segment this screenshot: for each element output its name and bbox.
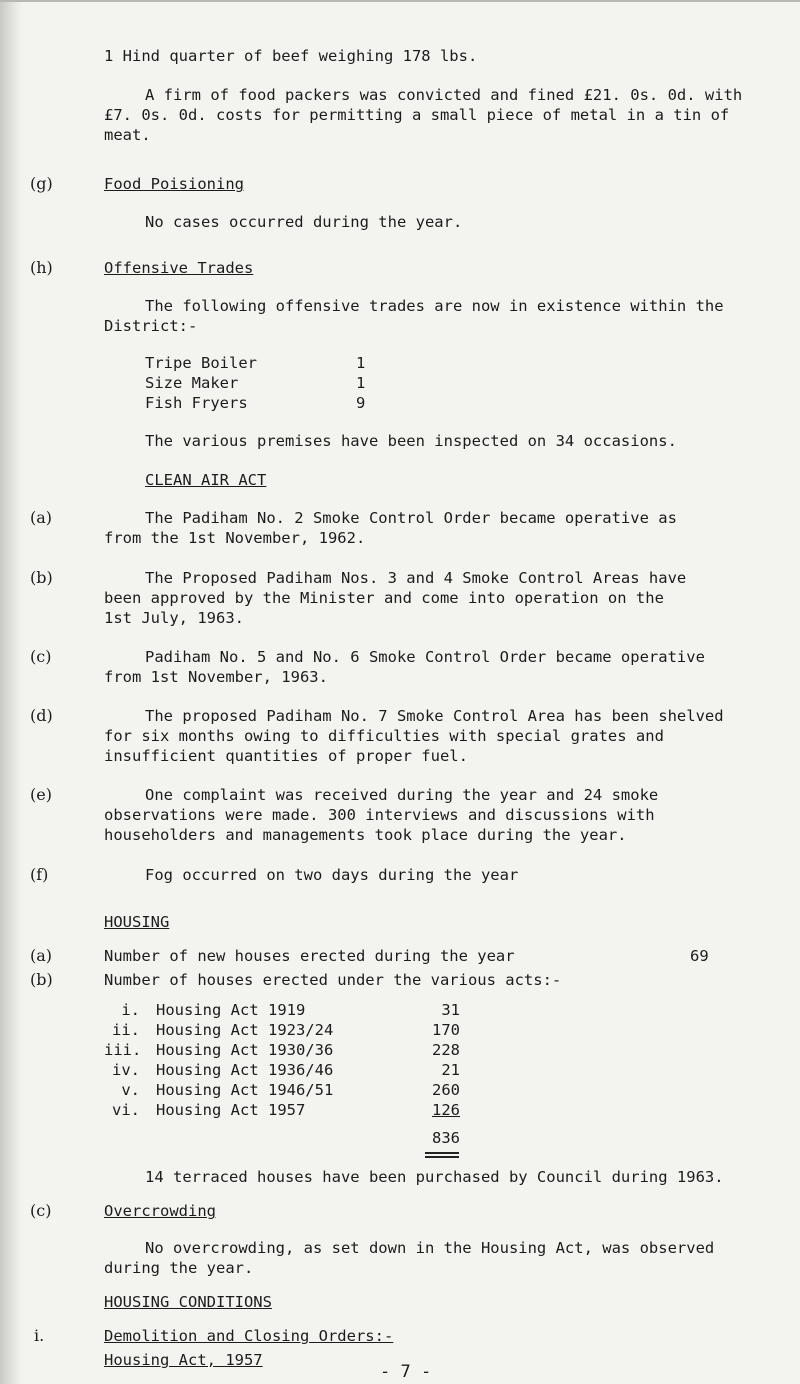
terraced-houses-text: 14 terraced houses have been purchased by Council during 1963.: [145, 1168, 724, 1186]
conviction-line-3: meat.: [104, 126, 151, 144]
food-poisoning-text: No cases occurred during the year.: [145, 213, 463, 231]
acts-total: 836: [432, 1129, 460, 1147]
demolition-orders-heading: Demolition and Closing Orders:-: [104, 1327, 394, 1345]
clean-air-marker-c: (c): [30, 647, 52, 666]
act-name: Housing Act 1923/24: [156, 1021, 334, 1039]
housing-heading: HOUSING: [104, 913, 170, 931]
total-double-rule-bottom: [425, 1156, 459, 1158]
act-number: i.: [121, 1001, 140, 1019]
clean-air-marker-b: (b): [30, 568, 53, 587]
overcrowding-heading: Overcrowding: [104, 1202, 216, 1220]
act-number: vi.: [112, 1101, 140, 1119]
clean-air-e-line: observations were made. 300 interviews and discussions with: [104, 806, 655, 824]
act-name: Housing Act 1946/51: [156, 1081, 334, 1099]
clean-air-act-heading: CLEAN AIR ACT: [145, 471, 267, 489]
clean-air-e-line: householders and managements took place during the year.: [104, 826, 627, 844]
clean-air-marker-e: (e): [30, 785, 52, 804]
act-value: 260: [432, 1081, 460, 1099]
overcrowding-line-2: during the year.: [104, 1259, 254, 1277]
total-double-rule-top: [425, 1152, 459, 1154]
offensive-trades-intro-2: District:-: [104, 317, 198, 335]
new-houses-text: Number of new houses erected during the year: [104, 947, 515, 965]
section-marker-h: (h): [30, 258, 53, 277]
housing-act-1957-heading: Housing Act, 1957: [104, 1351, 263, 1369]
housing-marker-a: (a): [30, 946, 53, 965]
act-value: 170: [432, 1021, 460, 1039]
clean-air-marker-f: (f): [30, 865, 49, 884]
housing-marker-c: (c): [30, 1201, 52, 1220]
beef-quarter-line: 1 Hind quarter of beef weighing 178 lbs.: [104, 47, 478, 65]
conviction-line-2: £7. 0s. 0d. costs for permitting a small piece of metal in a tin of: [104, 106, 730, 124]
act-value: 21: [441, 1061, 460, 1079]
act-name: Housing Act 1930/36: [156, 1041, 334, 1059]
housing-conditions-marker-i: i.: [34, 1326, 45, 1345]
trade-name: Tripe Boiler: [145, 354, 257, 372]
clean-air-d-line: for six months owing to difficulties with special grates and: [104, 727, 664, 745]
act-number: v.: [121, 1081, 140, 1099]
clean-air-a-line: from the 1st November, 1962.: [104, 529, 366, 547]
trade-name: Size Maker: [145, 374, 239, 392]
overcrowding-line-1: No overcrowding, as set down in the Housing Act, was observed: [145, 1239, 715, 1257]
clean-air-c-line: Padiham No. 5 and No. 6 Smoke Control Order became operative: [145, 648, 705, 666]
housing-marker-b: (b): [30, 970, 53, 989]
act-name: Housing Act 1936/46: [156, 1061, 334, 1079]
clean-air-f-line: Fog occurred on two days during the year: [145, 866, 519, 884]
houses-under-acts-text: Number of houses erected under the various acts:-: [104, 971, 562, 989]
page-number: - 7 -: [380, 1362, 432, 1382]
clean-air-a-line: The Padiham No. 2 Smoke Control Order became operative as: [145, 509, 677, 527]
clean-air-b-line: The Proposed Padiham Nos. 3 and 4 Smoke Control Areas have: [145, 569, 687, 587]
act-value: 31: [441, 1001, 460, 1019]
act-number: iii.: [104, 1041, 142, 1059]
clean-air-d-line: The proposed Padiham No. 7 Smoke Control Area has been shelved: [145, 707, 724, 725]
offensive-trades-heading: Offensive Trades: [104, 259, 254, 277]
clean-air-d-line: insufficient quantities of proper fuel.: [104, 747, 468, 765]
act-value: 228: [432, 1041, 460, 1059]
trade-count: 9: [356, 394, 366, 412]
new-houses-value: 69: [690, 947, 709, 965]
clean-air-b-line: been approved by the Minister and come into operation on the: [104, 589, 664, 607]
food-poisoning-heading: Food Poisioning: [104, 175, 244, 193]
conviction-line-1: A firm of food packers was convicted and fined £21. 0s. 0d. with: [145, 86, 743, 104]
clean-air-e-line: One complaint was received during the year and 24 smoke: [145, 786, 659, 804]
housing-conditions-heading: HOUSING CONDITIONS: [104, 1293, 272, 1311]
trade-name: Fish Fryers: [145, 394, 248, 412]
scan-edge-shadow: [0, 0, 22, 1384]
offensive-trades-intro-1: The following offensive trades are now in existence within the: [145, 297, 724, 315]
premises-inspected-text: The various premises have been inspected on 34 occasions.: [145, 432, 677, 450]
clean-air-b-line: 1st July, 1963.: [104, 609, 244, 627]
act-name: Housing Act 1919: [156, 1001, 306, 1019]
section-marker-g: (g): [30, 174, 53, 193]
trade-count: 1: [356, 374, 366, 392]
act-number: ii.: [112, 1021, 140, 1039]
act-value: 126: [432, 1101, 460, 1119]
clean-air-marker-d: (d): [30, 706, 53, 725]
clean-air-c-line: from 1st November, 1963.: [104, 668, 328, 686]
clean-air-marker-a: (a): [30, 508, 53, 527]
act-number: iv.: [112, 1061, 140, 1079]
scan-top-border: [0, 0, 800, 2]
act-name: Housing Act 1957: [156, 1101, 306, 1119]
trade-count: 1: [356, 354, 366, 372]
